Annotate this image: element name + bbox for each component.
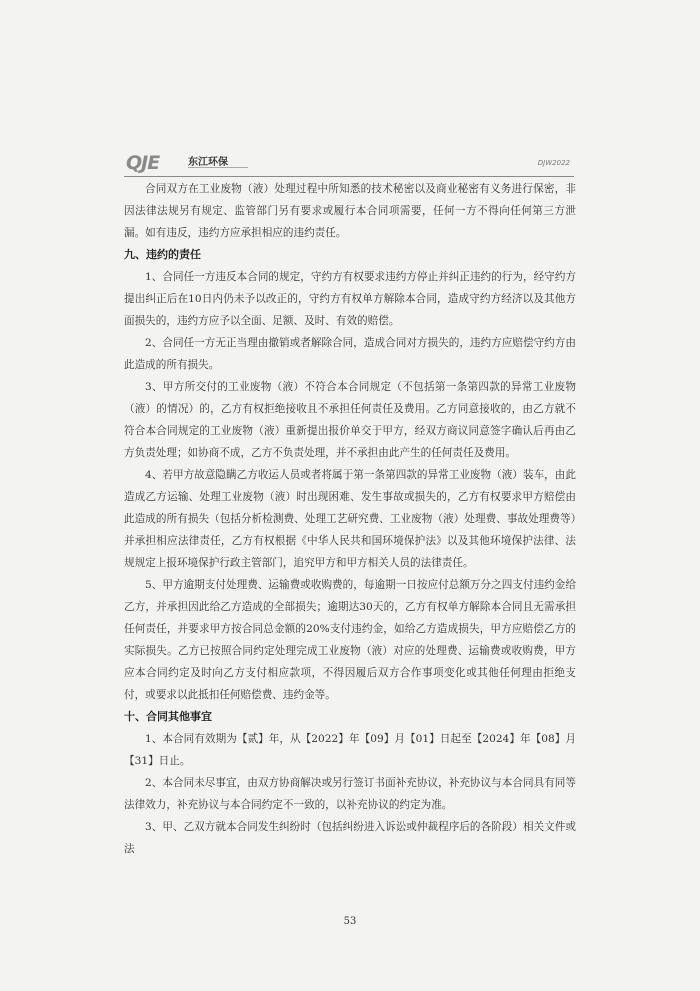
clause-9-2: 2、合同任一方无正当理由撤销或者解除合同，造成合同对方损失的，违约方应赔偿守约方由此造成的所有损失。 bbox=[124, 337, 576, 371]
logo-mark: QJE bbox=[126, 152, 160, 174]
clause-10-2: 2、本合同未尽事宜，由双方协商解决或另行签订书面补充协议，补充协议与本合同具有同等法律效力，补充协议与本合同约定不一致的，以补充协议的约定为准。 bbox=[124, 777, 576, 811]
logo-subline bbox=[188, 167, 248, 171]
clause-9-3: 3、甲方所交付的工业废物（液）不符合本合同规定（不包括第一条第四款的异常工业废物（液）的情况）的，乙方有权拒绝接收且不承担任何责任及费用。乙方同意接收的，由乙方就不符合本合同规定的工业废物（液）重新提出报价单交于甲方，经双方商议同意签字确认后再由乙方负责处理；如协商不成，乙方不负责处理，并不承担由此产生的任何责任及费用。 bbox=[124, 381, 576, 459]
clause-10-3: 3、甲、乙双方就本合同发生纠纷时（包括纠纷进入诉讼或仲裁程序后的各阶段）相关文件或法 bbox=[124, 821, 576, 855]
contract-body bbox=[124, 178, 576, 860]
logo-text: 东江环保 bbox=[188, 157, 228, 168]
page-header bbox=[124, 150, 574, 177]
document-code: DJW2022 bbox=[537, 159, 570, 167]
company-logo bbox=[126, 152, 266, 174]
clause-9-1: 1、合同任一方违反本合同的规定，守约方有权要求违约方停止并纠正违约的行为，经守约方提出纠正后在10日内仍未予以改正的，守约方有权单方解除本合同，造成守约方经济以及其他方面损失的，违约方应予以全面、足额、及时、有效的赔偿。 bbox=[124, 271, 576, 327]
confidentiality-paragraph: 合同双方在工业废物（液）处理过程中所知悉的技术秘密以及商业秘密有义务进行保密，非因法律法规另有规定、监管部门另有要求或履行本合同项需要，任何一方不得向任何第三方泄漏。如有违反，违约方应承担相应的违约责任。 bbox=[124, 183, 576, 239]
page-number: 53 bbox=[343, 916, 357, 927]
section-10-heading: 十、合同其他事宜 bbox=[124, 710, 212, 723]
section-9-heading: 九、违约的责任 bbox=[124, 248, 201, 261]
clause-10-1: 1、本合同有效期为【贰】年，从【2022】年【09】月【01】日起至【2024】年【08】月【31】日止。 bbox=[124, 733, 576, 767]
clause-9-4: 4、若甲方故意隐瞒乙方收运人员或者将属于第一条第四款的异常工业废物（液）装车，由此造成乙方运输、处理工业废物（液）时出现困难、发生事故或损失的，乙方有权要求甲方赔偿由此造成的所有损失（包括分析检测费、处理工艺研究费、工业废物（液）处理费、事故处理费等）并承担相应法律责任，乙方有权根据《中华人民共和国环境保护法》以及其他环境保护法律、法规规定上报环境保护行政主管部门，追究甲方和甲方相关人员的法律责任。 bbox=[124, 469, 576, 569]
clause-9-5: 5、甲方逾期支付处理费、运输费或收购费的，每逾期一日按应付总额万分之四支付违约金给乙方，并承担因此给乙方造成的全部损失；逾期达30天的，乙方有权单方解除本合同且无需承担任何责任，并要求甲方按合同总金额的20%支付违约金，如给乙方造成损失，甲方应赔偿乙方的实际损失。乙方已按照合同约定处理完成工业废物（液）对应的处理费、运输费或收购费，甲方应本合同约定及时向乙方支付相应款项，不得因履后双方合作事项变化或其他任何理由拒绝支付，或要求以此抵扣任何赔偿费、违约金等。 bbox=[124, 579, 576, 701]
